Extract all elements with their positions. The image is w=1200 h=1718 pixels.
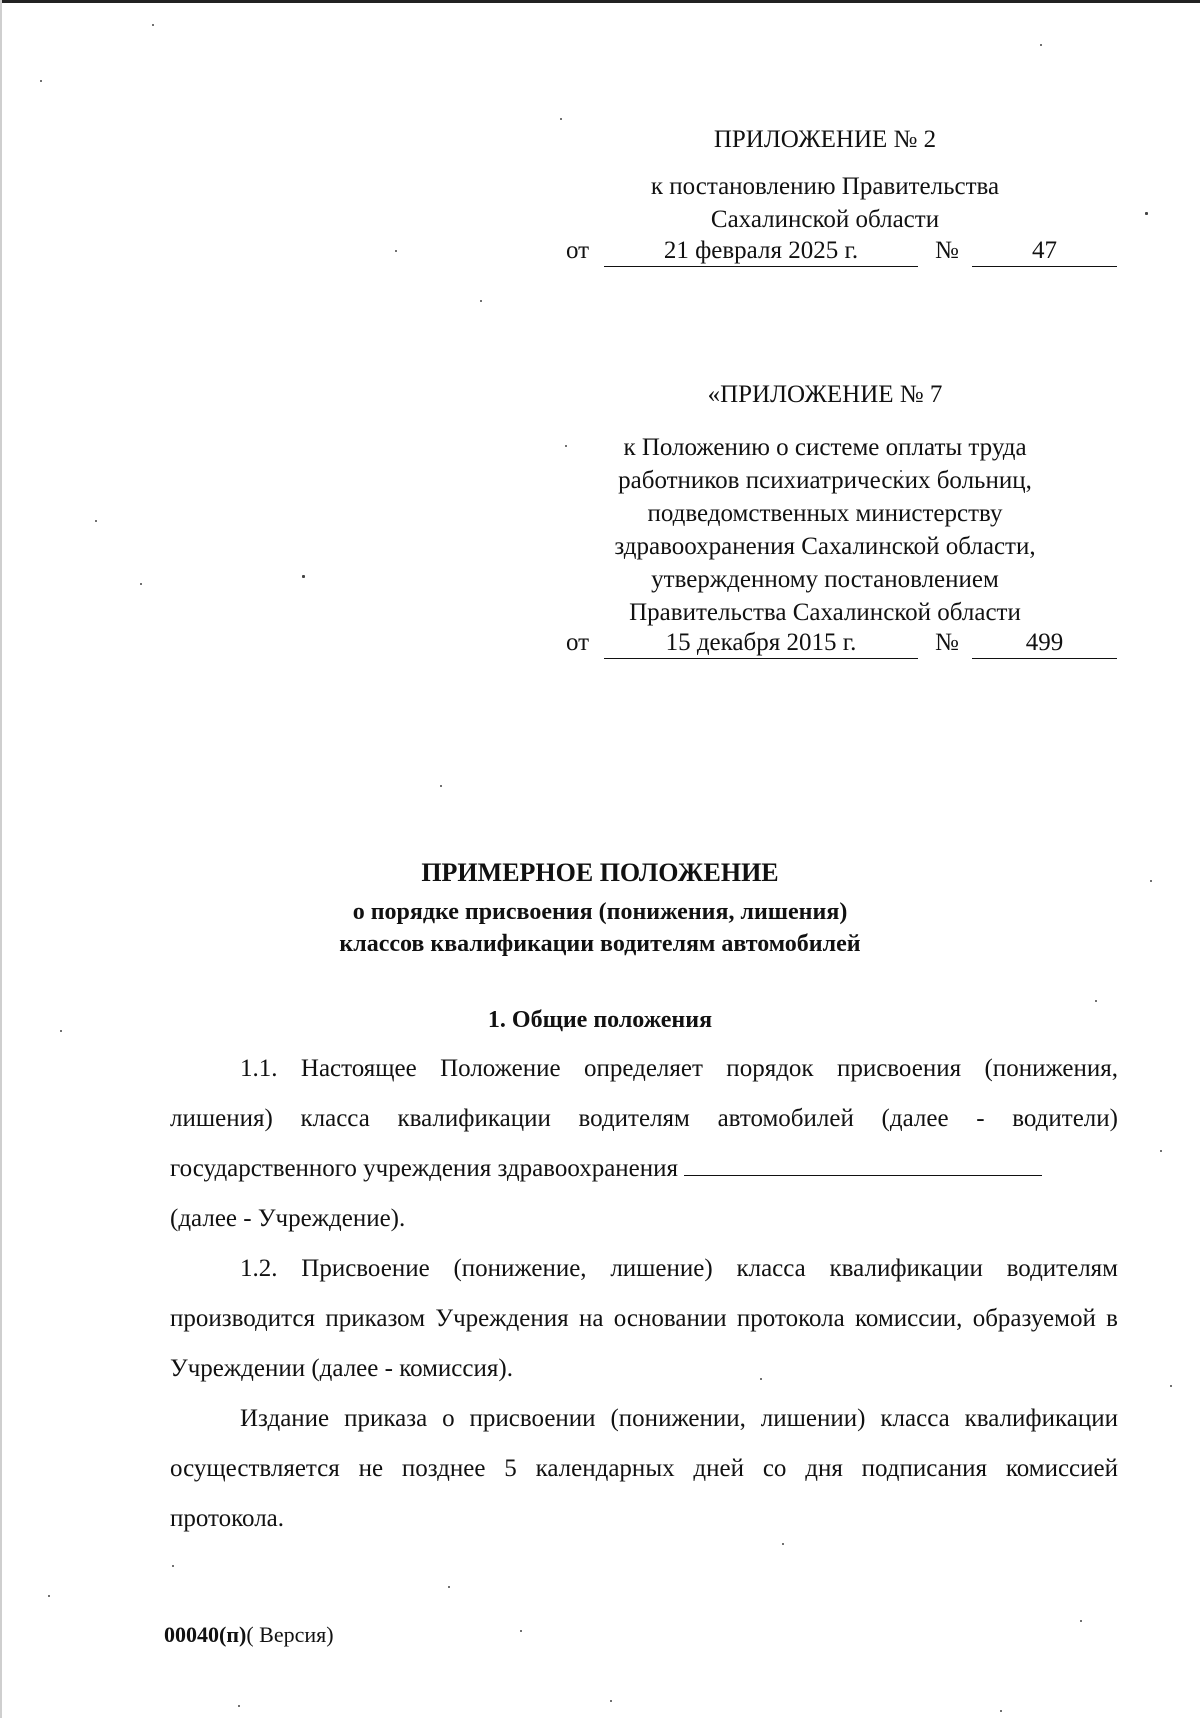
appendix-7-number: 499 bbox=[972, 628, 1117, 659]
paragraph-1-1 bbox=[170, 1044, 1118, 1244]
document-subtitle-line-1: о порядке присвоения (понижения, лишения) bbox=[352, 899, 848, 925]
footer-code: 00040(п) bbox=[164, 1622, 247, 1647]
appendix-2-number: 47 bbox=[972, 236, 1117, 267]
appendix-7-line-1: к Положению о системе оплаты труда bbox=[623, 434, 1027, 461]
appendix-2-date: 21 февраля 2025 г. bbox=[604, 236, 918, 267]
paragraph-1-1-text: 1.1. Настоящее Положение определяет порядок присвоения (понижения, лишения) класса квалификации водителям автомобилей (далее - водители) государственного учреждения здравоохранения bbox=[170, 1055, 1118, 1182]
appendix-7-line-2: работников психиатрических больниц, bbox=[618, 467, 1032, 494]
appendix-7-line-6: Правительства Сахалинской области bbox=[629, 599, 1021, 626]
paragraph-1-2 bbox=[170, 1244, 1118, 1394]
appendix-7-line-4: здравоохранения Сахалинской области, bbox=[614, 533, 1036, 560]
section-1-heading: 1. Общие положения bbox=[487, 1007, 713, 1033]
appendix-7-date: 15 декабря 2015 г. bbox=[604, 628, 918, 659]
appendix-2-line-1: к постановлению Правительства bbox=[650, 173, 1000, 200]
appendix-2-line-2: Сахалинской области bbox=[710, 206, 940, 233]
document-subtitle-line-2: классов квалификации водителям автомобилей bbox=[339, 931, 861, 957]
appendix-7-from-label: от bbox=[566, 629, 590, 656]
appendix-2-title: ПРИЛОЖЕНИЕ № 2 bbox=[713, 126, 937, 153]
appendix-7-number-label: № bbox=[935, 629, 959, 656]
paragraph-1-2-text: 1.2. Присвоение (понижение, лишение) класса квалификации водителям производится приказом Учреждения на основании протокола комиссии, образуемой в Учреждении (далее - комиссия). bbox=[170, 1255, 1118, 1382]
appendix-2-number-label: № bbox=[935, 237, 959, 264]
scan-top-edge bbox=[0, 0, 1200, 3]
appendix-2-from-label: от bbox=[566, 237, 590, 264]
paragraph-order-text: Издание приказа о присвоении (понижении, лишении) класса квалификации осуществляется не позднее 5 календарных дней со дня подписания комиссией протокола. bbox=[170, 1405, 1118, 1532]
institution-name-blank bbox=[684, 1151, 1042, 1176]
footer-version: ( Версия) bbox=[246, 1622, 334, 1647]
appendix-7-line-3: подведомственных министерству bbox=[647, 500, 1003, 527]
appendix-7-line-5: утвержденному постановлением bbox=[651, 566, 999, 593]
footer-document-code bbox=[164, 1622, 334, 1648]
document-title: ПРИМЕРНОЕ ПОЛОЖЕНИЕ bbox=[421, 858, 779, 887]
appendix-7-title: «ПРИЛОЖЕНИЕ № 7 bbox=[707, 381, 943, 408]
paragraph-order bbox=[170, 1394, 1118, 1544]
paragraph-1-1-tail: (далее - Учреждение). bbox=[170, 1205, 406, 1232]
